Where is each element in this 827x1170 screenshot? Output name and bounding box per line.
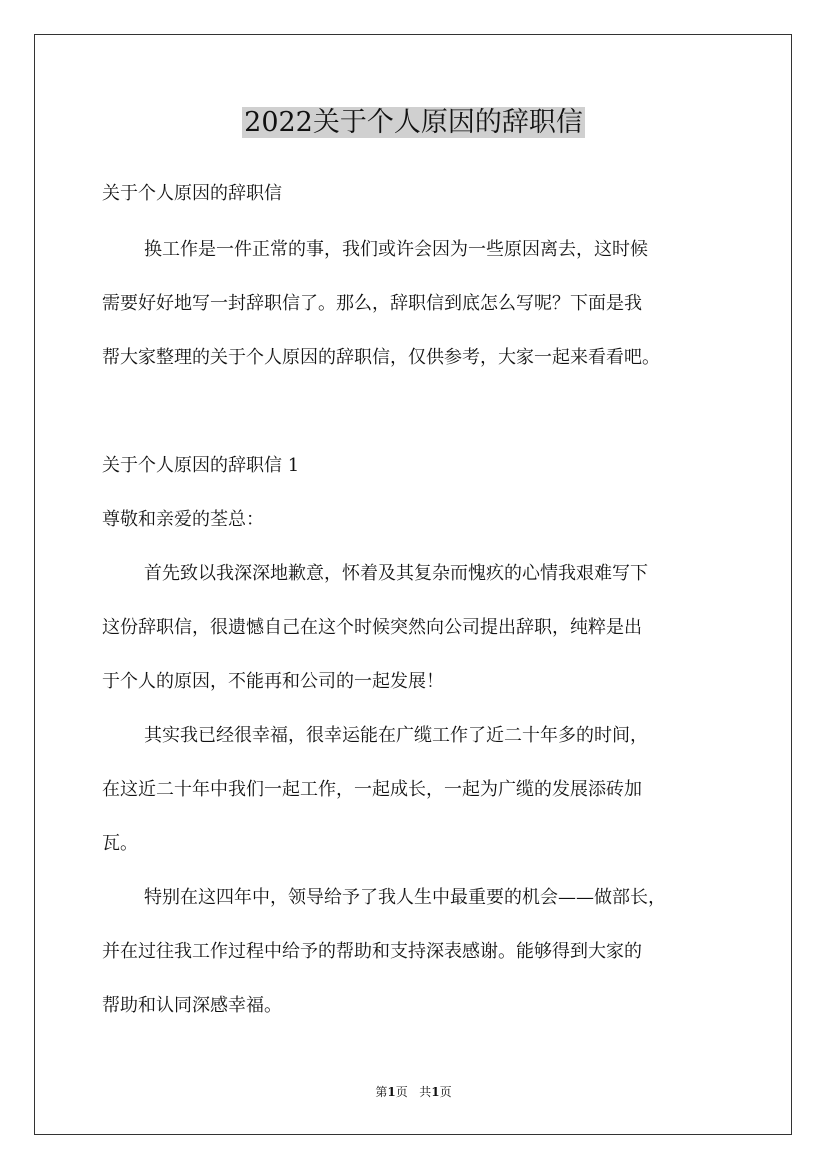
section-title: 关于个人原因的辞职信 1	[102, 455, 300, 476]
footer-page-suffix: 页	[439, 1085, 452, 1099]
body-line-3: 于个人的原因，不能再和公司的一起发展！	[102, 671, 444, 692]
intro-line-1: 换工作是一件正常的事，我们或许会因为一些原因离去，这时候	[144, 239, 648, 260]
body-line-9: 帮助和认同深感幸福。	[102, 995, 282, 1016]
intro-line-2: 需要好好地写一封辞职信了。那么，辞职信到底怎么写呢？下面是我	[102, 293, 642, 314]
body-line-7: 特别在这四年中，领导给予了我人生中最重要的机会——做部长，	[144, 887, 666, 908]
document-title	[0, 103, 827, 143]
document-title-text: 2022关于个人原因的辞职信	[244, 107, 583, 138]
footer-page-current: 1	[387, 1085, 396, 1099]
body-line-1: 首先致以我深深地歉意，怀着及其复杂而愧疚的心情我艰难写下	[144, 563, 648, 584]
document-heading: 关于个人原因的辞职信	[102, 183, 282, 204]
page-footer	[0, 1084, 827, 1100]
body-line-4: 其实我已经很幸福，很幸运能在广缆工作了近二十年多的时间，	[144, 725, 648, 746]
salutation: 尊敬和亲爱的荃总：	[102, 509, 264, 530]
body-line-2: 这份辞职信，很遗憾自己在这个时候突然向公司提出辞职，纯粹是出	[102, 617, 642, 638]
body-line-8: 并在过往我工作过程中给予的帮助和支持深表感谢。能够得到大家的	[102, 941, 642, 962]
footer-page-prefix: 第	[375, 1085, 388, 1099]
footer-page-total: 1	[431, 1085, 440, 1099]
intro-line-3: 帮大家整理的关于个人原因的辞职信，仅供参考，大家一起来看看吧。	[102, 347, 660, 368]
footer-page-mid: 页 共	[395, 1085, 432, 1099]
body-line-6: 瓦。	[102, 833, 138, 854]
body-line-5: 在这近二十年中我们一起工作，一起成长，一起为广缆的发展添砖加	[102, 779, 642, 800]
